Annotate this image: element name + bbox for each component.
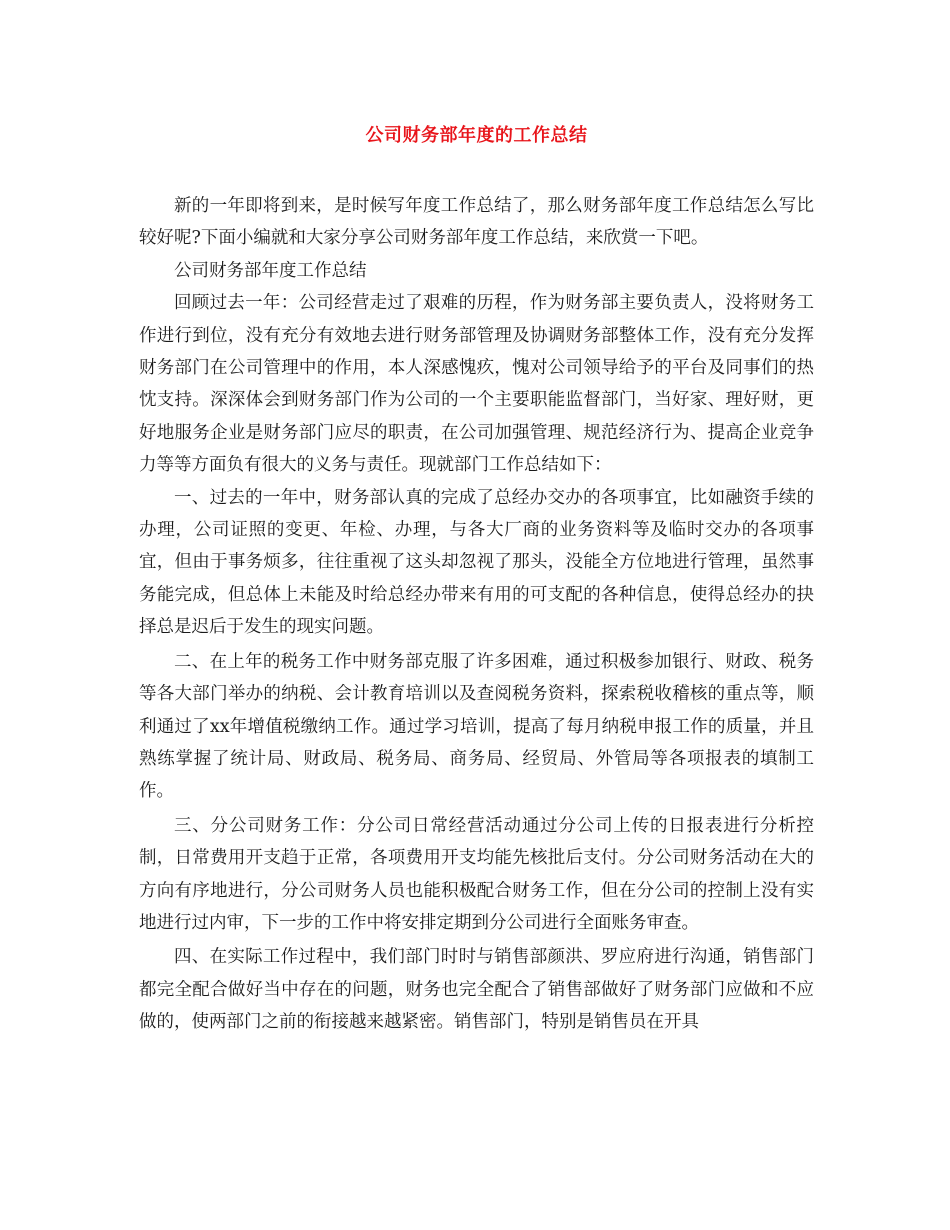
paragraph-review: 回顾过去一年：公司经营走过了艰难的历程，作为财务部主要负责人，没将财务工作进行到位，没有充分有效地去进行财务部管理及协调财务部整体工作，没有充分发挥财务部门在公司管理中的作用，本人深感愧疚，愧对公司领导给予的平台及同事们的热忱支持。深深体会到财务部门作为公司的一个主要职能监督部门，当好家、理好财，更好地服务企业是财务部门应尽的职责，在公司加强管理、规范经济行为、提高企业竞争力等等方面负有很大的义务与责任。现就部门工作总结如下： xyxy=(139,293,814,476)
paragraph-item-1: 一、过去的一年中，财务部认真的完成了总经办交办的各项事宜，比如融资手续的办理，公司证照的变更、年检、办理，与各大厂商的业务资料等及临时交办的各项事宜，但由于事务烦多，往往重视了这头却忽视了那头，没能全方位地进行管理，虽然事务能完成，但总体上未能及时给总经办带来有用的可支配的各种信息，使得总经办的抉择总是迟后于发生的现实问题。 xyxy=(139,487,814,638)
document-title: 公司财务部年度的工作总结 xyxy=(365,125,588,146)
paragraph-subtitle: 公司财务部年度工作总结 xyxy=(174,260,367,281)
paragraph-item-2: 二、在上年的税务工作中财务部克服了许多困难，通过积极参加银行、财政、税务等各大部门举办的纳税、会计教育培训以及查阅税务资料，探索税收稽核的重点等，顺利通过了xx年增值税缴纳工作。通过学习培训，提高了每月纳税申报工作的质量，并且熟练掌握了统计局、财政局、税务局、商务局、经贸局、外管局等各项报表的填制工作。 xyxy=(139,651,814,802)
paragraph-item-4: 四、在实际工作过程中，我们部门时时与销售部颜洪、罗应府进行沟通，销售部门都完全配合做好当中存在的问题，财务也完全配合了销售部做好了财务部门应做和不应做的，使两部门之前的衔接越来越紧密。销售部门，特别是销售员在开具 xyxy=(139,947,814,1033)
paragraph-item-3: 三、分公司财务工作：分公司日常经营活动通过分公司上传的日报表进行分析控制，日常费用开支趋于正常，各项费用开支均能先核批后支付。分公司财务活动在大的方向有序地进行，分公司财务人员也能积极配合财务工作，但在分公司的控制上没有实地进行过内审，下一步的工作中将安排定期到分公司进行全面账务审查。 xyxy=(139,815,814,933)
document-body xyxy=(139,190,814,1039)
paragraph-intro: 新的一年即将到来，是时候写年度工作总结了，那么财务部年度工作总结怎么写比较好呢?下面小编就和大家分享公司财务部年度工作总结，来欣赏一下吧。 xyxy=(139,196,814,249)
